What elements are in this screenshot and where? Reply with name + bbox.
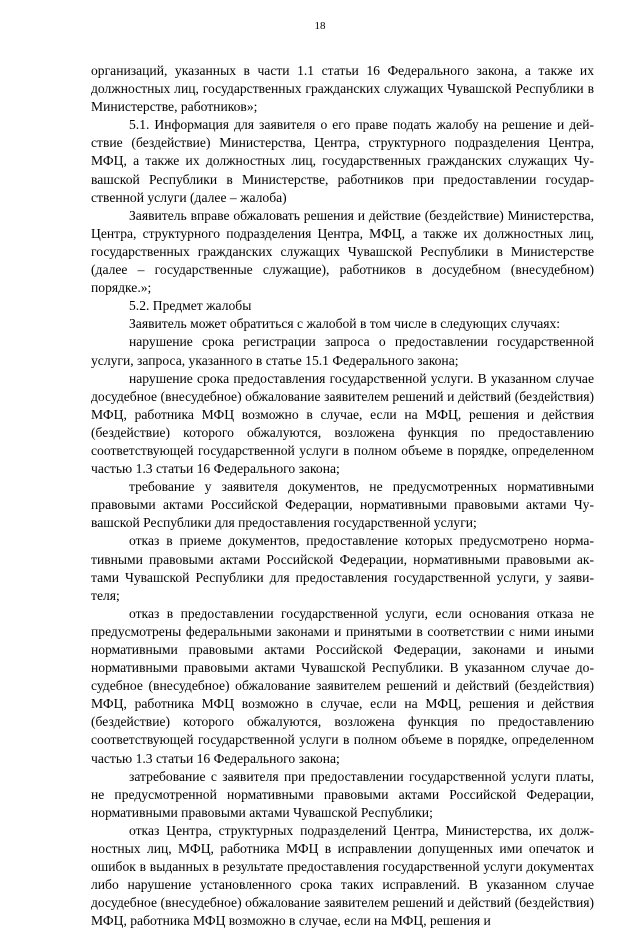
paragraph-cases-intro: Заявитель может обратиться с жалобой в том числе в следующих случаях: (129, 316, 561, 332)
paragraph-case-registration: нарушение срока регистрации запроса о предоставлении государственной услуги, запроса, указанного в статье 15.1 Федерального закона; (91, 334, 594, 368)
paragraph-case-fee: затребование с заявителя при предоставлении государственной услуги платы, не предусмотренной нормативными правовыми актами Российской Федерации, нормативными правовыми актами Чувашской Республики; (91, 768, 594, 820)
paragraph-heading-subject: 5.2. Предмет жалобы (129, 298, 252, 314)
paragraph-right-to-appeal: Заявитель вправе обжаловать решения и действие (бездействие) Министерства, Центра, структурного подразделения Центра, МФЦ, а также их должностных лиц, государственных гражданских служащих Чувашской Республики в Министерстве (далее – государственные служащие), работников в досудебном (внесудебном) порядке.»; (91, 207, 594, 296)
paragraph-case-refusal-acceptance: отказ в приеме документов, предоставление которых предусмотрено нормативными правовыми актами Российской Федерации, нормативными правовыми актами Чувашской Республики для предоставления государственной услуги, у заявителя; (91, 533, 594, 603)
body-text (91, 62, 594, 931)
paragraph-case-documents-required: требование у заявителя документов, не предусмотренных нормативными правовыми актами Российской Федерации, нормативными правовыми актами Чувашской Республики для предоставления государственной услуги; (91, 479, 594, 531)
paragraph-case-deadline: нарушение срока предоставления государственной услуги. В указанном случае досудебное (внесудебное) обжалование заявителем решений и действий (бездействия) МФЦ, работника МФЦ возможно в случае, если на МФЦ, решения и действия (бездействие) которого обжалуются, возложена функция по предоставлению соответствующей государственной услуги в полном объеме в порядке, определенном частью 1.3 статьи 16 Федерального закона; (91, 370, 594, 477)
page-number: 18 (314, 20, 326, 32)
paragraph-complaint-info: 5.1. Информация для заявителя о его праве подать жалобу на решение и действие (бездействие) Министерства, Центра, структурного подразделения Центра, МФЦ, а также их должностных лиц, государственных гражданских служащих Чувашской Республики в Министерстве, работников при предоставлении государственной услуги (далее – жалоба) (91, 117, 594, 205)
paragraph-case-corrections: отказ Центра, структурных подразделений Центра, Министерства, их должностных лиц, МФЦ, работника МФЦ в исправлении допущенных ими опечаток и ошибок в выданных в результате предоставления государственной услуги документах либо нарушение установленного срока таких исправлений. В указанном случае досудебное (внесудебное) обжалование заявителем решений и действий (бездействия) МФЦ, работника МФЦ возможно в случае, если на МФЦ, решения и (91, 822, 594, 929)
paragraph-continuation: организаций, указанных в части 1.1 статьи 16 Федерального закона, а также их должностных лиц, государственных гражданских служащих Чувашской Республики в Министерстве, работников»; (91, 63, 594, 115)
paragraph-case-refusal-service: отказ в предоставлении государственной услуги, если основания отказа не предусмотрены федеральными законами и принятыми в соответствии с ними иными нормативными правовыми актами Российской Федерации, законами и иными нормативными правовыми актами Чувашской Республики. В указанном случае досудебное (внесудебное) обжалование заявителем решений и действий (бездействия) МФЦ, работника МФЦ возможно в случае, если на МФЦ, решения и действия (бездействие) которого обжалуются, возложена функция по предоставлению соответствующей государственной услуги в полном объеме в порядке, определенном частью 1.3 статьи 16 Федерального закона; (91, 605, 594, 766)
